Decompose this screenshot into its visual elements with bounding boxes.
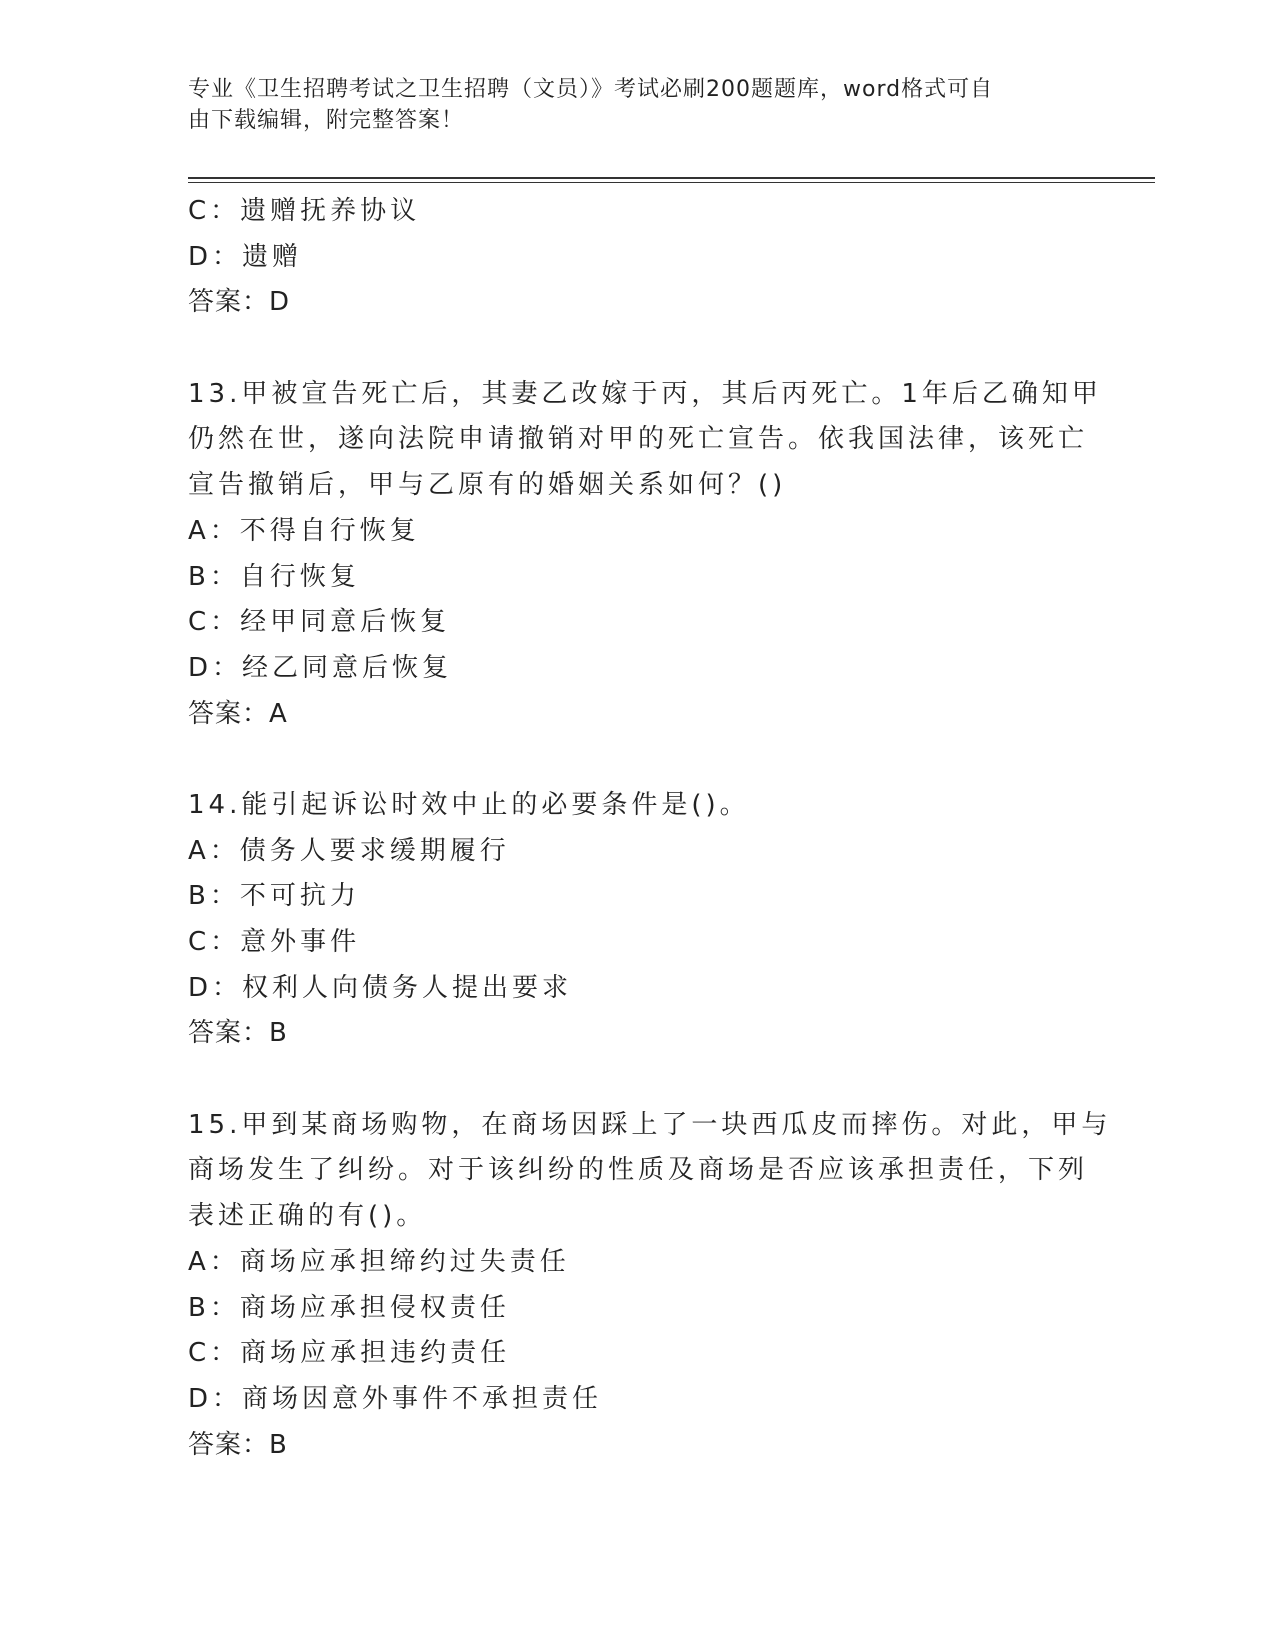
option-line: B：商场应承担侵权责任 <box>188 1292 510 1323</box>
block-spacer <box>188 326 1088 372</box>
answer-line: 答案：A <box>188 698 288 729</box>
option-line: A：不得自行恢复 <box>188 515 420 546</box>
question-block-13 <box>188 372 1102 738</box>
answer-line: 答案：B <box>188 1018 288 1049</box>
option-line: A：债务人要求缓期履行 <box>188 835 510 866</box>
header-line-1: 专业《卫生招聘考试之卫生招聘（文员）》考试必刷200题题库，word格式可自 <box>188 77 994 102</box>
page-header <box>188 74 1068 136</box>
question-text-line: 13.甲被宣告死亡后，其妻乙改嫁于丙，其后丙死亡。1年后乙确知甲 <box>188 378 1102 409</box>
question-text-line: 表述正确的有()。 <box>188 1201 427 1232</box>
option-line: D：经乙同意后恢复 <box>188 652 453 683</box>
question-text-line: 15.甲到某商场购物，在商场因踩上了一块西瓜皮而摔伤。对此，甲与 <box>188 1109 1112 1140</box>
block-spacer <box>188 1057 1088 1103</box>
option-line: B：自行恢复 <box>188 561 360 592</box>
question-block-14 <box>188 783 1088 1057</box>
block-spacer <box>188 737 1088 783</box>
option-line: C：商场应承担违约责任 <box>188 1338 511 1369</box>
option-line: D：商场因意外事件不承担责任 <box>188 1383 603 1414</box>
option-line: C：经甲同意后恢复 <box>188 607 451 638</box>
header-rule-thick <box>188 177 1155 179</box>
option-line: B：不可抗力 <box>188 881 360 912</box>
question-text-line: 仍然在世，遂向法院申请撤销对甲的死亡宣告。依我国法律，该死亡 <box>188 424 1089 455</box>
answer-line: 答案：B <box>188 1429 288 1460</box>
question-text-line: 宣告撤销后，甲与乙原有的婚姻关系如何？() <box>188 470 787 501</box>
header-line-2: 由下载编辑，附完整答案！ <box>188 108 465 133</box>
header-rule-thin <box>188 182 1155 183</box>
question-text-line: 14.能引起诉讼时效中止的必要条件是()。 <box>188 789 750 820</box>
option-line: A：商场应承担缔约过失责任 <box>188 1246 570 1277</box>
option-line: C：意外事件 <box>188 927 361 957</box>
question-block-15 <box>188 1103 1112 1469</box>
answer-line: 答案：D <box>188 287 291 318</box>
option-line: D：遗赠 <box>188 241 303 272</box>
question-list <box>188 189 1112 1468</box>
question-text-line: 商场发生了纠纷。对于该纠纷的性质及商场是否应该承担责任，下列 <box>188 1155 1089 1186</box>
option-line: D：权利人向债务人提出要求 <box>188 972 573 1003</box>
option-line: C：遗赠抚养协议 <box>188 196 421 226</box>
question-block-12 <box>188 189 1088 326</box>
